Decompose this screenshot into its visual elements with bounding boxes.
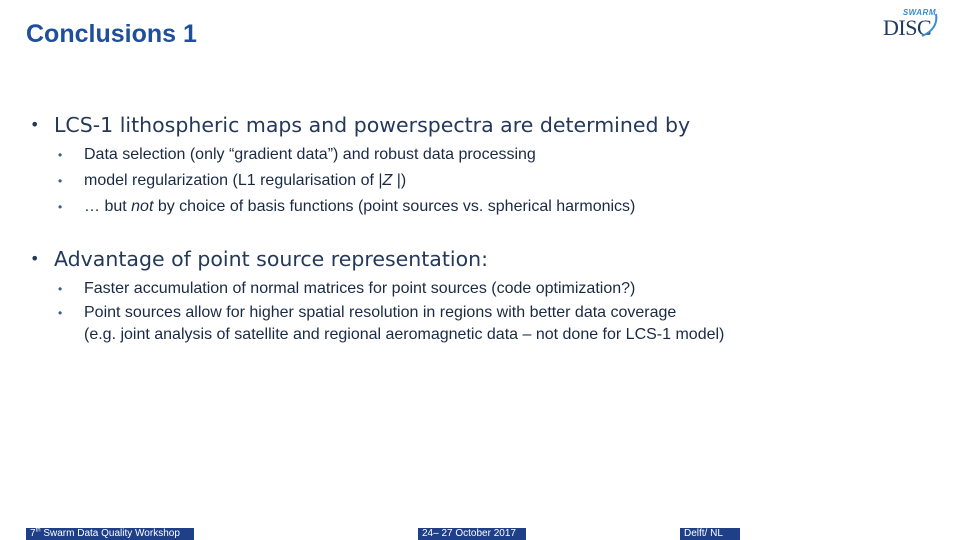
bullet-text: Faster accumulation of normal matrices for point sources (code optimization?) xyxy=(84,280,636,297)
bullet-dot-icon: • xyxy=(58,200,63,214)
logo-disc-text: DISC xyxy=(883,15,932,40)
bullet-text: Advantage of point source representation: xyxy=(54,247,489,271)
level2-bullet xyxy=(56,302,930,324)
level1-bullet xyxy=(30,110,930,140)
footer-dates: 24– 27 October 2017 xyxy=(422,528,516,539)
bullet-continuation: (e.g. joint analysis of satellite and regional aeromagnetic data – not done for LCS-1 model) xyxy=(84,326,725,343)
bullet-text-pre: model regularization (L1 regularisation of | xyxy=(84,172,383,189)
footer-workshop-rest: Swarm Data Quality Workshop xyxy=(40,528,180,539)
footer-workshop-sup: th xyxy=(35,527,41,534)
slide-title: Conclusions 1 xyxy=(26,20,197,48)
bullet-group xyxy=(30,110,930,220)
bullet-text-pre: … but xyxy=(84,198,132,215)
bullet-text-italic: Z xyxy=(382,172,393,189)
bullet-group xyxy=(30,244,930,346)
logo-swoosh-icon xyxy=(918,12,940,38)
bullet-dot-icon: • xyxy=(58,148,63,162)
bullet-text: LCS-1 lithospheric maps and powerspectra are determined by xyxy=(54,113,691,137)
footer-workshop-num: 7 xyxy=(30,528,36,539)
bullet-text: Data selection (only “gradient data”) and robust data processing xyxy=(84,146,536,163)
level2-bullet xyxy=(56,276,930,302)
sub-bullet-list xyxy=(56,142,930,220)
bullet-text-post: |) xyxy=(392,172,407,189)
footer-place: Delft/ NL xyxy=(684,528,723,539)
level2-bullet xyxy=(56,194,930,220)
bullet-dot-icon: • xyxy=(58,174,63,188)
bullet-text-post: by choice of basis functions (point sources vs. spherical harmonics) xyxy=(153,198,636,215)
footer-workshop xyxy=(30,528,180,540)
bullet-list xyxy=(30,110,930,346)
bullet-dot-icon: • xyxy=(58,306,63,320)
bullet-text-italic: not xyxy=(131,198,154,215)
bullet-dot-icon: • xyxy=(58,282,63,296)
level2-bullet xyxy=(56,168,930,194)
bullet-text: Point sources allow for higher spatial resolution in regions with better data coverage xyxy=(84,304,677,321)
bullet-dot-icon: • xyxy=(30,115,40,134)
level1-bullet xyxy=(30,244,930,274)
logo-swarm-text: SWARM xyxy=(902,8,936,17)
bullet-dot-icon: • xyxy=(30,249,40,268)
swarm-disc-logo xyxy=(880,6,942,40)
sub-bullet-list xyxy=(56,276,930,346)
level2-bullet xyxy=(56,142,930,168)
